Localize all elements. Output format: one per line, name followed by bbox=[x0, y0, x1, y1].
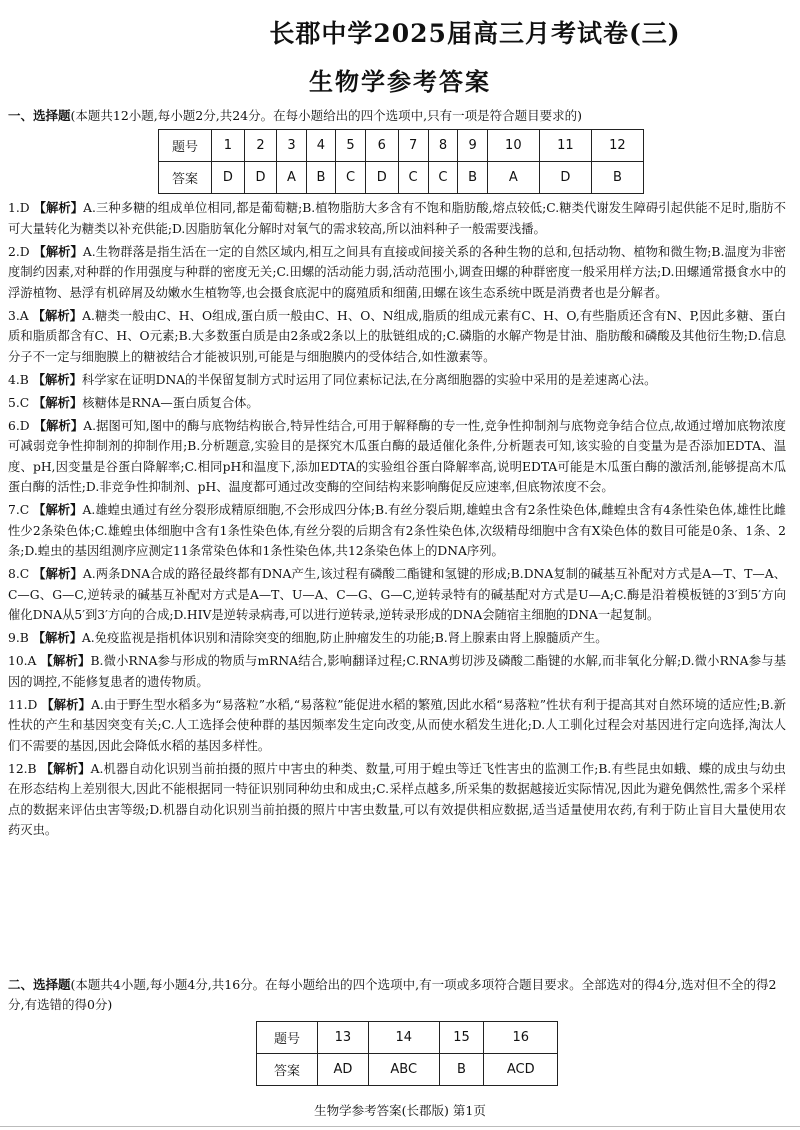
answer-cell: A bbox=[277, 162, 306, 194]
explanation-text: A.免疫监视是指机体识别和清除突变的细胞,防止肿瘤发生的功能;B.肾上腺素由肾上腺髓质产生。 bbox=[81, 631, 608, 645]
table2-number-row bbox=[257, 1022, 558, 1054]
section1-heading bbox=[8, 106, 786, 126]
question-answer: 8.C bbox=[8, 567, 34, 581]
question-number-cell: 5 bbox=[336, 130, 366, 162]
question-number-cell: 6 bbox=[365, 130, 398, 162]
question-number-cell: 15 bbox=[439, 1022, 484, 1054]
answer-label: 答案 bbox=[159, 162, 212, 194]
analysis-tag: 【解析】 bbox=[33, 243, 83, 259]
answer-cell: ABC bbox=[368, 1054, 439, 1086]
explanation-text: A.机器自动化识别当前拍摄的照片中害虫的种类、数量,可用于蝗虫等迁飞性害虫的监测工作;B.有些昆虫如蛾、蝶的成虫与幼虫在形态结构上差别很大,因此不能根据同一特征识别同种幼虫和成虫;C.采样点越多,所采集的数据越接近实际情况,因此为避免偶然性,需多个采样点的数据来评估虫害等级;D.机器自动化识别当前拍摄的照片中害虫数量,可以有效提供相应数据,适当适量使用农药,有利于防止盲目大量使用农药灭虫。 bbox=[8, 761, 786, 837]
answer-cell: ACD bbox=[484, 1054, 558, 1086]
question-answer: 4.B bbox=[8, 372, 33, 387]
question-number-label: 题号 bbox=[159, 130, 212, 162]
explanation-item bbox=[8, 564, 786, 626]
explanation-item bbox=[8, 628, 786, 649]
question-answer: 5.C bbox=[8, 395, 34, 410]
section1-title: 一、选择题 bbox=[8, 108, 71, 123]
section2-title: 二、选择题 bbox=[8, 977, 71, 992]
explanation-item bbox=[8, 370, 786, 391]
question-number-cell: 3 bbox=[277, 130, 306, 162]
question-number-cell: 16 bbox=[484, 1022, 558, 1054]
analysis-tag: 【解析】 bbox=[33, 394, 83, 410]
section2-heading bbox=[8, 975, 786, 1015]
explanation-text: A.三种多糖的组成单位相同,都是葡萄糖;B.植物脂肪大多含有不饱和脂肪酸,熔点较低;C.糖类代谢发生障碍引起供能不足时,脂肪不可大量转化为糖类以补充供能;D.因脂肪氧化分解时对氧气的需求较高,所以油料种子一般需要浅播。 bbox=[8, 201, 786, 236]
explanation-text: A.由于野生型水稻多为“易落粒”水稻,“易落粒”能促进水稻的繁殖,因此水稻“易落粒”性状有利于提高其对自然环境的适应性;B.新性状的产生和基因突变有关;C.人工选择会使种群的基因频率发生定向改变,从而使水稻发生进化;D.人工驯化过程会对基因进行定向选择,淘汰人们不需要的基因,因此会降低水稻的基因多样性。 bbox=[8, 697, 787, 753]
explanation-item bbox=[8, 198, 786, 239]
answer-cell: C bbox=[336, 162, 366, 194]
question-number-cell: 7 bbox=[398, 130, 428, 162]
analysis-tag: 【解析】 bbox=[40, 760, 91, 776]
analysis-tag: 【解析】 bbox=[32, 630, 82, 645]
explanation-text: A.两条DNA合成的路径最终都有DNA产生,该过程有磷酸二酯键和氢键的形成;B.DNA复制的碱基互补配对方式是A—T、T—A、C—G、G—C,逆转录的碱基互补配对方式是A—T、U—A、C—G、G—C,逆转录特有的碱基配对方式是U—A;C.酶是沿着模板链的3′到5′方向催化DNA从5′到3′方向的合成;D.HIV是逆转录病毒,可以进行逆转录,逆转录形成的DNA会随宿主细胞的DNA一起复制。 bbox=[8, 567, 786, 622]
question-number-cell: 2 bbox=[244, 130, 277, 162]
answer-cell: C bbox=[398, 162, 428, 194]
explanation-text: 核糖体是RNA—蛋白质复合体。 bbox=[82, 395, 259, 410]
explanation-item bbox=[8, 695, 786, 757]
answer-cell: AD bbox=[318, 1054, 369, 1086]
answer-cell: B bbox=[591, 162, 643, 194]
answer-cell: D bbox=[212, 162, 245, 194]
exam-title: 长郡中学2025届高三月考试卷(三) bbox=[269, 19, 681, 48]
page-footer: 生物学参考答案(长郡版) 第1页 bbox=[314, 1103, 486, 1118]
answer-cell: D bbox=[539, 162, 591, 194]
analysis-tag: 【解析】 bbox=[32, 307, 83, 323]
question-number-cell: 14 bbox=[368, 1022, 439, 1054]
analysis-tag: 【解析】 bbox=[33, 417, 84, 433]
question-number-cell: 8 bbox=[428, 130, 458, 162]
answer-cell: B bbox=[439, 1054, 484, 1086]
analysis-tag: 【解析】 bbox=[33, 200, 84, 215]
answer-cell: A bbox=[487, 162, 539, 194]
question-number-label: 题号 bbox=[257, 1022, 318, 1054]
question-answer: 10.A bbox=[8, 654, 41, 668]
explanation-item bbox=[8, 393, 786, 414]
analysis-tag: 【解析】 bbox=[33, 566, 83, 581]
question-answer: 11.D bbox=[8, 697, 42, 712]
question-answer: 3.A bbox=[8, 308, 33, 323]
question-answer: 12.B bbox=[8, 761, 41, 776]
footer-rule bbox=[0, 1126, 800, 1127]
explanation-item bbox=[8, 306, 786, 368]
explanations-list bbox=[8, 198, 786, 843]
answer-cell: C bbox=[428, 162, 458, 194]
question-number-cell: 10 bbox=[487, 130, 539, 162]
answer-cell: D bbox=[365, 162, 398, 194]
page-subtitle: 生物学参考答案 bbox=[309, 67, 491, 96]
question-answer: 6.D bbox=[8, 418, 34, 433]
question-number-cell: 11 bbox=[539, 130, 591, 162]
section2-desc: (本题共4小题,每小题4分,共16分。在每小题给出的四个选项中,有一项或多项符合题目要求。全部选对的得4分,选对但不全的得2分,有选错的得0分) bbox=[8, 977, 777, 1012]
answer-label: 答案 bbox=[257, 1054, 318, 1086]
question-answer: 7.C bbox=[8, 503, 34, 517]
question-answer: 2.D bbox=[8, 244, 34, 259]
analysis-tag: 【解析】 bbox=[33, 502, 83, 517]
answer-table-1 bbox=[158, 129, 644, 194]
explanation-text: A.雄蝗虫通过有丝分裂形成精原细胞,不会形成四分体;B.有丝分裂后期,雄蝗虫含有2条性染色体,雌蝗虫含有4条性染色体,雄性比雌性少2条染色体;C.雄蝗虫体细胞中含有1条性染色体,有丝分裂的后期含有2条性染色体,次级精母细胞中含有X染色体的数目可能是0条、1条、2条;D.蝗虫的基因组测序应测定11条常染色体和1条性染色体,共12条染色体上的DNA序列。 bbox=[8, 503, 786, 558]
question-number-cell: 13 bbox=[318, 1022, 369, 1054]
question-number-cell: 9 bbox=[458, 130, 487, 162]
explanation-text: 科学家在证明DNA的半保留复制方式时运用了同位素标记法,在分离细胞器的实验中采用的是差速离心法。 bbox=[81, 372, 657, 387]
question-answer: 9.B bbox=[8, 631, 33, 645]
analysis-tag: 【解析】 bbox=[32, 371, 82, 387]
answer-table-2 bbox=[256, 1021, 558, 1086]
section1-desc: (本题共12小题,每小题2分,共24分。在每小题给出的四个选项中,只有一项是符合题目要求的) bbox=[70, 108, 582, 123]
answer-cell: B bbox=[306, 162, 335, 194]
question-number-cell: 12 bbox=[591, 130, 643, 162]
explanation-item bbox=[8, 242, 786, 304]
analysis-tag: 【解析】 bbox=[40, 653, 91, 668]
explanation-item bbox=[8, 759, 786, 841]
explanation-text: A.生物群落是指生活在一定的自然区域内,相互之间具有直接或间接关系的各种生物的总和,包括动物、植物和微生物;B.温度为非密度制约因素,对种群的作用强度与种群的密度无关;C.田螺的活动能力弱,活动范围小,调查田螺的种群密度一般采用样方法;D.田螺通常摄食水中的浮游植物、悬浮有机碎屑及幼嫩水生植物等,也会摄食底泥中的腐殖质和细菌,田螺在该生态系统中既是消费者也是分解者。 bbox=[8, 244, 786, 300]
table1-number-row bbox=[159, 130, 644, 162]
explanation-item bbox=[8, 651, 786, 692]
table2-answer-row bbox=[257, 1054, 558, 1086]
answer-cell: B bbox=[458, 162, 487, 194]
question-answer: 1.D bbox=[8, 201, 34, 215]
explanation-item bbox=[8, 500, 786, 562]
explanation-text: A.糖类一般由C、H、O组成,蛋白质一般由C、H、O、N组成,脂质的组成元素有C、H、O,有些脂质还含有N、P,因此多糖、蛋白质和脂质都含有C、H、O元素;B.大多数蛋白质是由2条或2条以上的肽链组成的;C.磷脂的水解产物是甘油、脂肪酸和磷酸及其他衍生物;D.信息分子不一定与细胞膜上的糖被结合才能被识别,可能是与细胞膜内的受体结合,如性激素等。 bbox=[8, 308, 786, 364]
answer-cell: D bbox=[244, 162, 277, 194]
question-number-cell: 1 bbox=[212, 130, 245, 162]
question-number-cell: 4 bbox=[306, 130, 335, 162]
table1-answer-row bbox=[159, 162, 644, 194]
explanation-text: A.据图可知,图中的酶与底物结构嵌合,特异性结合,可用于解释酶的专一性,竞争性抑制剂与底物竞争结合位点,故通过增加底物浓度可减弱竞争性抑制剂的抑制作用;B.分析题意,实验目的是探究木瓜蛋白酶的最适催化条件,分析题表可知,该实验的自变量为是否添加EDTA、温度、pH,因变量是谷蛋白降解率;C.相同pH和温度下,添加EDTA的实验组谷蛋白降解率高,说明EDTA可能是木瓜蛋白酶的激活剂,能够提高木瓜蛋白酶的活性;D.非竞争性抑制剂、pH、温度都可通过改变酶的空间结构来影响酶促反应速率,但底物浓度不会。 bbox=[8, 418, 786, 494]
explanation-text: B.微小RNA参与形成的物质与mRNA结合,影响翻译过程;C.RNA剪切涉及磷酸二酯键的水解,而非氧化分解;D.微小RNA参与基因的调控,不能修复患者的遗传物质。 bbox=[8, 654, 786, 689]
explanation-item bbox=[8, 416, 786, 498]
analysis-tag: 【解析】 bbox=[41, 696, 91, 712]
